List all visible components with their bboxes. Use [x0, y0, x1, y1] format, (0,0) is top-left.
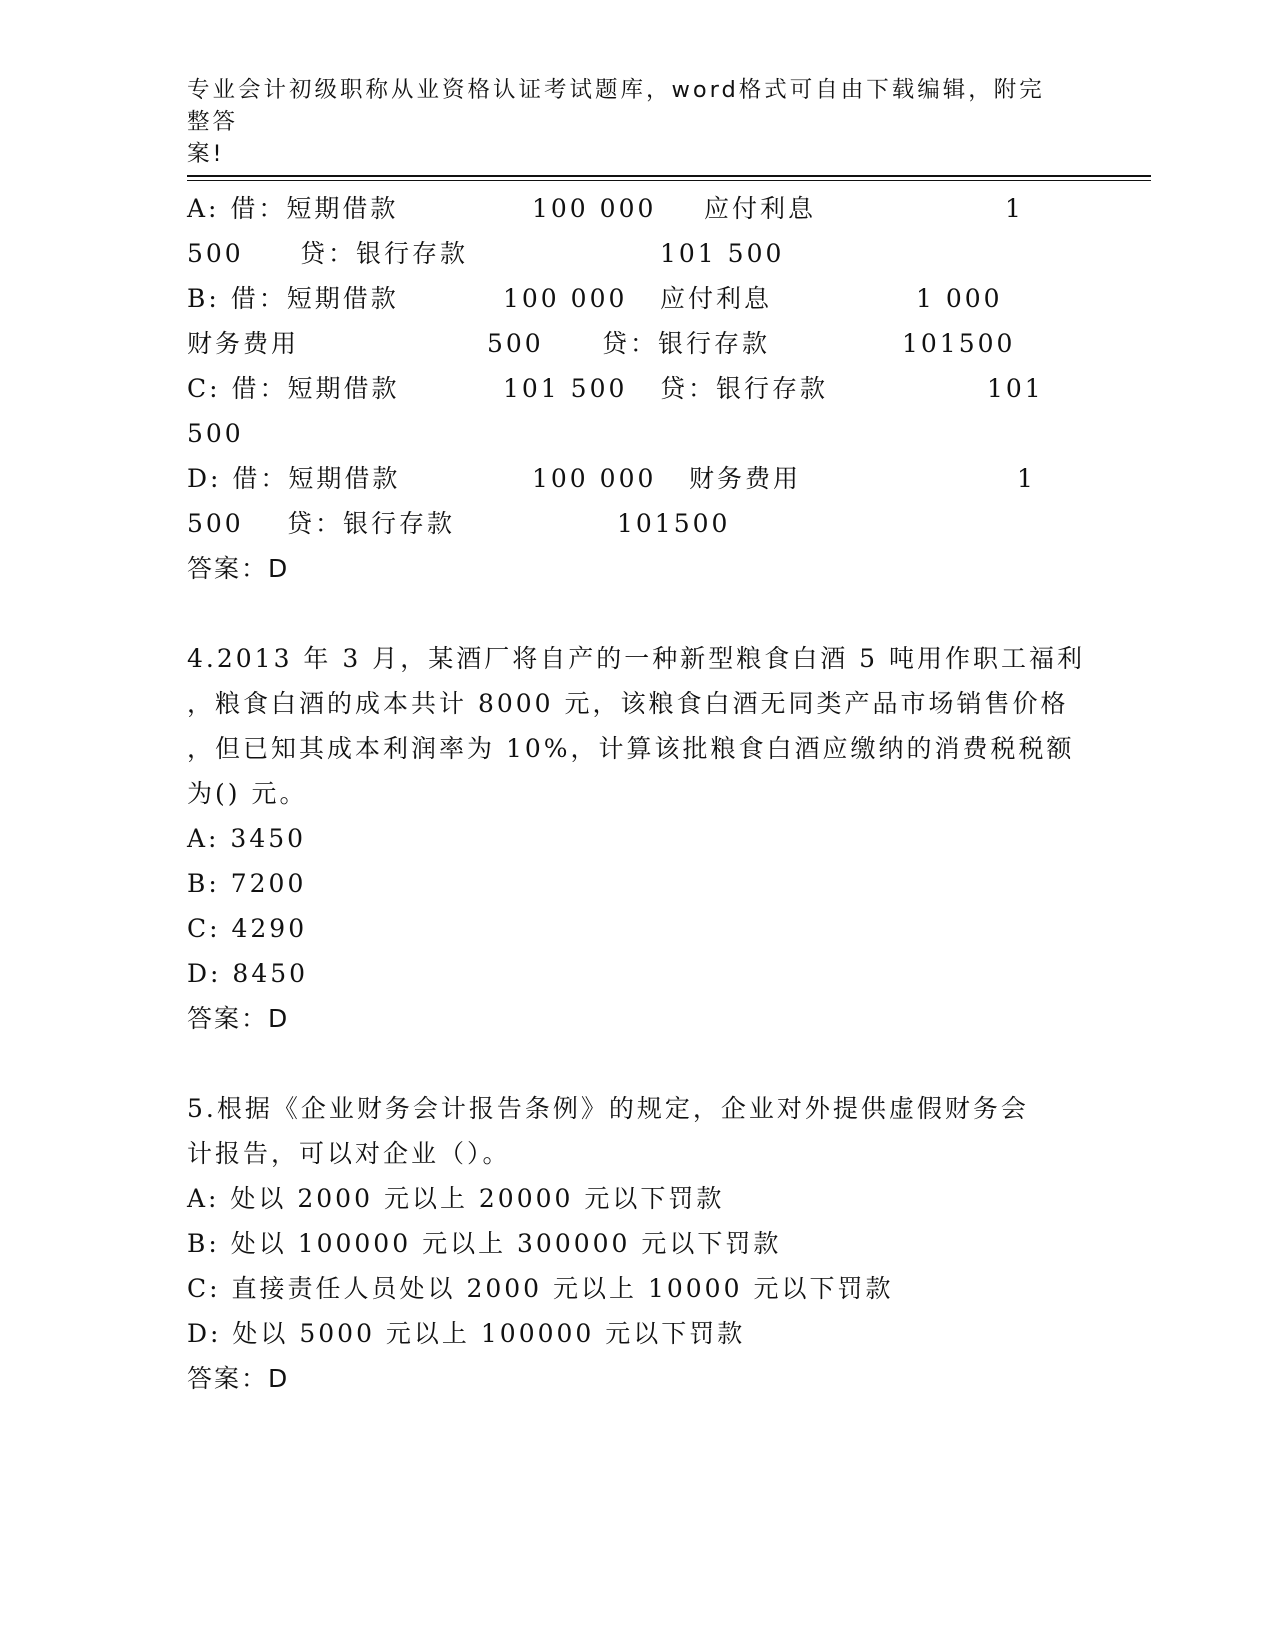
question-5-answer: 答案：D [187, 1364, 290, 1393]
question-4-option-b: B: 7200 [187, 869, 307, 898]
option-c-amount-2: 101 [987, 374, 1044, 403]
option-d-amount-2-cont: 500 [187, 509, 244, 538]
option-b-amount-1: 100 000 [503, 284, 628, 313]
option-b-amount-3: 500 [487, 329, 544, 358]
option-a-amount-2: 1 [1005, 194, 1024, 223]
option-a-amount-2-cont: 500 [187, 239, 244, 268]
option-c-line-1 [187, 372, 1087, 406]
header-rule-top [187, 175, 1151, 177]
question-4-stem-line-4: 为() 元。 [187, 779, 308, 808]
header-line-1: 专业会计初级职称从业资格认证考试题库，word格式可自由下载编辑，附完整答 [187, 77, 1045, 135]
option-d-debit: D: 借：短期借款 [187, 464, 401, 493]
header-rule-bottom [187, 180, 1151, 181]
option-d-credit: 贷：银行存款 [287, 509, 456, 538]
option-b-line-2 [187, 327, 1087, 361]
option-c-amount-2-cont: 500 [187, 419, 244, 448]
option-d-amount-3: 101500 [617, 509, 731, 538]
document-header [187, 74, 1067, 170]
question-5-option-c: C: 直接责任人员处以 2000 元以上 10000 元以下罚款 [187, 1274, 894, 1303]
option-d-amount-1: 100 000 [532, 464, 657, 493]
question-5-option-a: A: 处以 2000 元以上 20000 元以下罚款 [187, 1184, 725, 1213]
option-c-credit: 贷：银行存款 [660, 374, 829, 403]
option-c-amount-1: 101 500 [503, 374, 628, 403]
question-5-option-d: D: 处以 5000 元以上 100000 元以下罚款 [187, 1319, 746, 1348]
question-4-option-a: A: 3450 [187, 824, 307, 853]
option-b-credit: 贷：银行存款 [602, 329, 771, 358]
option-c-debit: C: 借：短期借款 [187, 374, 400, 403]
option-b-account-2: 应付利息 [660, 284, 773, 313]
option-a-amount-1: 100 000 [532, 194, 657, 223]
option-a-line-1 [187, 192, 1087, 226]
option-b-amount-4: 101500 [902, 329, 1016, 358]
question-4-stem-line-3: ，但已知其成本利润率为 10%，计算该批粮食白酒应缴纳的消费税税额 [187, 734, 1075, 763]
option-c-line-2 [187, 417, 1087, 451]
option-b-debit: B: 借：短期借款 [187, 284, 399, 313]
option-a-line-2 [187, 237, 1087, 271]
question-5-stem-line-2: 计报告，可以对企业（）。 [187, 1139, 511, 1168]
question-4-stem-line-2: ，粮食白酒的成本共计 8000 元，该粮食白酒无同类产品市场销售价格 [187, 689, 1069, 718]
question-5-stem-line-1: 5.根据《企业财务会计报告条例》的规定，企业对外提供虚假财务会 [187, 1094, 1029, 1123]
option-a-account-2: 应付利息 [704, 194, 817, 223]
option-a-amount-3: 101 500 [660, 239, 785, 268]
option-d-amount-2: 1 [1017, 464, 1036, 493]
question-4-option-c: C: 4290 [187, 914, 308, 943]
question-4-option-d: D: 8450 [187, 959, 309, 988]
option-a-debit: A: 借：短期借款 [187, 194, 399, 223]
option-d-account-2: 财务费用 [689, 464, 802, 493]
option-d-line-2 [187, 507, 1087, 541]
option-d-line-1 [187, 462, 1087, 496]
header-line-2: 案! [187, 141, 225, 167]
question-4-stem-line-1: 4.2013 年 3 月，某酒厂将自产的一种新型粮食白酒 5 吨用作职工福利 [187, 644, 1086, 673]
question-4-answer: 答案：D [187, 1004, 290, 1033]
question-5-option-b: B: 处以 100000 元以上 300000 元以下罚款 [187, 1229, 782, 1258]
option-b-line-1 [187, 282, 1087, 316]
question-3-answer: 答案：D [187, 554, 290, 583]
option-a-credit: 贷：银行存款 [300, 239, 469, 268]
option-b-account-3: 财务费用 [187, 329, 300, 358]
option-b-amount-2: 1 000 [916, 284, 1003, 313]
